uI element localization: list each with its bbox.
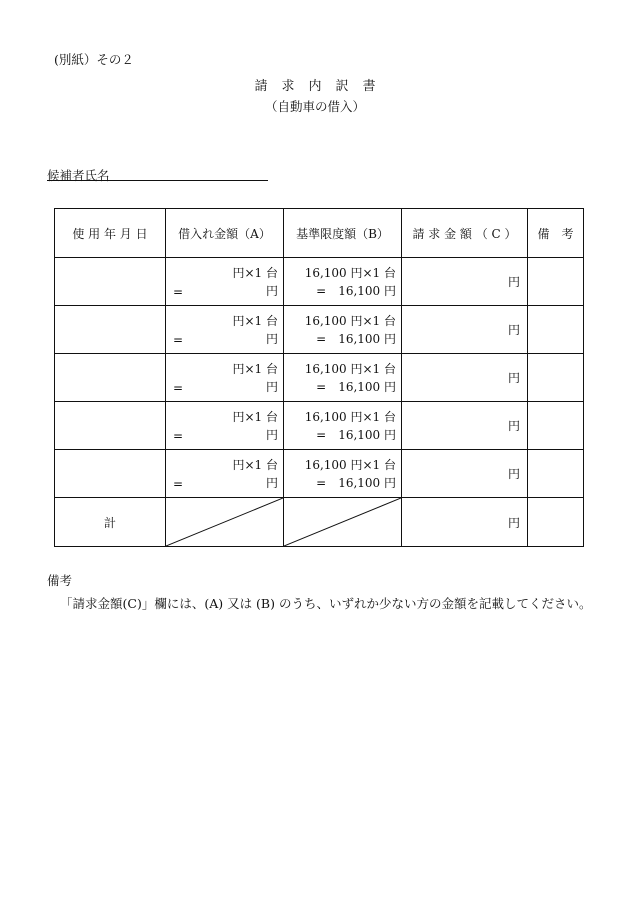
notes-text: 「請求金額(C)」欄には、(A) 又は (B) のうち、いずれか少ない方の金額を記載してください。 xyxy=(60,596,592,611)
candidate-name-field-line[interactable] xyxy=(47,180,268,181)
remarks-cell[interactable] xyxy=(528,306,584,354)
rental-equals-sign: = xyxy=(173,381,184,395)
header-remarks: 備 考 xyxy=(528,209,584,258)
rental-unit-text: 円×1 台 xyxy=(232,410,278,424)
claim-breakdown-table xyxy=(54,208,584,547)
remarks-cell[interactable] xyxy=(528,354,584,402)
total-limit-crossed xyxy=(284,498,402,547)
header-claim-amount: 請 求 金 額 （ C ） xyxy=(402,209,528,258)
claim-amount-cell[interactable]: 円 xyxy=(402,450,528,498)
table-header-row xyxy=(55,209,584,258)
rental-equals-sign: = xyxy=(173,285,184,299)
claim-amount-cell[interactable]: 円 xyxy=(402,258,528,306)
table-row xyxy=(55,258,584,306)
document-subtitle: （自動車の借入） xyxy=(264,99,365,114)
rental-amount-cell[interactable] xyxy=(166,306,284,354)
usage-date-cell[interactable] xyxy=(55,354,166,402)
rental-equals-sign: = xyxy=(173,477,184,491)
usage-date-cell[interactable] xyxy=(55,258,166,306)
limit-unit-text: 16,100 円×1 台 xyxy=(304,266,396,280)
claim-amount-cell[interactable]: 円 xyxy=(402,354,528,402)
rental-unit-text: 円×1 台 xyxy=(232,458,278,472)
rental-amount-cell[interactable] xyxy=(166,402,284,450)
limit-total-text: = 16,100 円 xyxy=(316,332,396,346)
total-rental-crossed xyxy=(166,498,284,547)
total-remarks-cell[interactable] xyxy=(528,498,584,547)
document-title: 請求内訳書 xyxy=(254,79,390,94)
notes-heading: 備考 xyxy=(47,573,73,588)
rental-total-text: 円 xyxy=(265,332,278,346)
rental-amount-cell[interactable] xyxy=(166,354,284,402)
standard-limit-cell xyxy=(284,306,402,354)
header-rental-amount: 借入れ金額（A） xyxy=(166,209,284,258)
rental-unit-text: 円×1 台 xyxy=(232,266,278,280)
usage-date-cell[interactable] xyxy=(55,402,166,450)
rental-unit-text: 円×1 台 xyxy=(232,314,278,328)
total-claim-cell[interactable]: 円 xyxy=(402,498,528,547)
rental-amount-cell[interactable] xyxy=(166,450,284,498)
header-standard-limit: 基準限度額（B） xyxy=(284,209,402,258)
remarks-cell[interactable] xyxy=(528,402,584,450)
total-label: 計 xyxy=(55,498,166,547)
table-row xyxy=(55,354,584,402)
candidate-name-label: 候補者氏名 xyxy=(47,168,110,183)
standard-limit-cell xyxy=(284,354,402,402)
standard-limit-cell xyxy=(284,450,402,498)
claim-amount-cell[interactable]: 円 xyxy=(402,306,528,354)
limit-total-text: = 16,100 円 xyxy=(316,284,396,298)
usage-date-cell[interactable] xyxy=(55,306,166,354)
limit-unit-text: 16,100 円×1 台 xyxy=(304,410,396,424)
rental-total-text: 円 xyxy=(265,428,278,442)
table-row xyxy=(55,450,584,498)
rental-unit-text: 円×1 台 xyxy=(232,362,278,376)
usage-date-cell[interactable] xyxy=(55,450,166,498)
limit-total-text: = 16,100 円 xyxy=(316,428,396,442)
limit-unit-text: 16,100 円×1 台 xyxy=(304,314,396,328)
header-usage-date: 使 用 年 月 日 xyxy=(55,209,166,258)
total-row xyxy=(55,498,584,547)
rental-amount-cell[interactable] xyxy=(166,258,284,306)
rental-total-text: 円 xyxy=(265,284,278,298)
limit-total-text: = 16,100 円 xyxy=(316,476,396,490)
rental-equals-sign: = xyxy=(173,333,184,347)
table-row xyxy=(55,402,584,450)
limit-unit-text: 16,100 円×1 台 xyxy=(304,458,396,472)
standard-limit-cell xyxy=(284,258,402,306)
table-row xyxy=(55,306,584,354)
limit-unit-text: 16,100 円×1 台 xyxy=(304,362,396,376)
standard-limit-cell xyxy=(284,402,402,450)
rental-total-text: 円 xyxy=(265,476,278,490)
rental-equals-sign: = xyxy=(173,429,184,443)
claim-amount-cell[interactable]: 円 xyxy=(402,402,528,450)
rental-total-text: 円 xyxy=(265,380,278,394)
limit-total-text: = 16,100 円 xyxy=(316,380,396,394)
remarks-cell[interactable] xyxy=(528,450,584,498)
remarks-cell[interactable] xyxy=(528,258,584,306)
annex-label: (別紙）その２ xyxy=(54,52,134,67)
